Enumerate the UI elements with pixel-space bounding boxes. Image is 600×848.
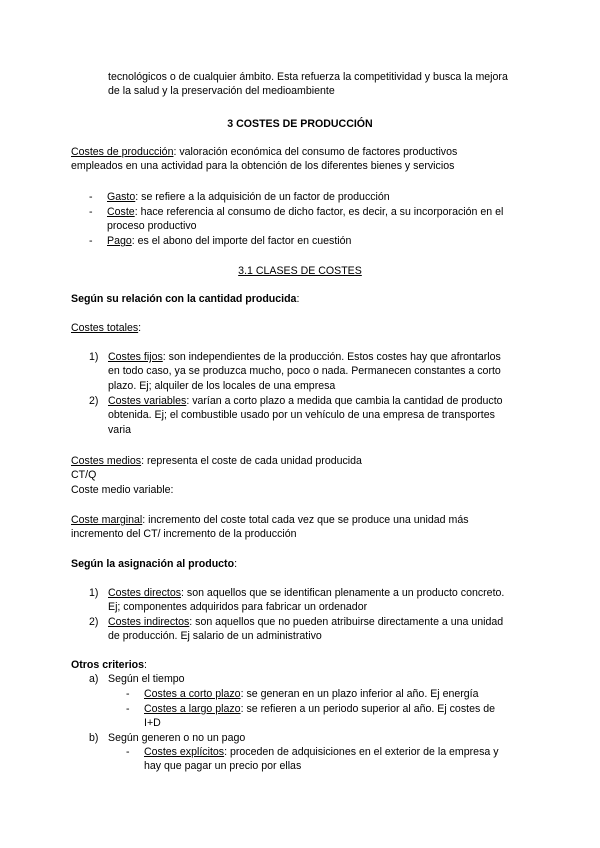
list-number: 1) [89, 351, 99, 363]
asignacion-list [89, 586, 534, 644]
list-item: - Coste: hace referencia al consumo de dicho factor, es decir, a su incorporación en el proceso productivo [89, 206, 504, 233]
dash-bullet: - [126, 688, 130, 700]
criteria-heading: Según su relación con la cantidad producida: [71, 293, 300, 305]
definition-paragraph [71, 145, 457, 174]
list-item: - Costes explícitos: proceden de adquisiciones en el exterior de la empresa y hay que pagar un precio por ellas [126, 746, 499, 773]
list-term: Costes a corto plazo [144, 688, 241, 700]
totals-list [89, 350, 534, 438]
otros-a-list [126, 687, 526, 731]
list-item: 1) Costes fijos: son independientes de la producción. Estos costes hay que afrontarlos en todo caso, ya se produzca mucho, poco o nada. Permanecen constantes a corto plazo. Ej; alquiler de los locales de una empresa [89, 351, 501, 392]
dash-bullet: - [126, 703, 130, 715]
definition-term: Costes de producción [71, 146, 174, 158]
otros-a: a) Según el tiempo [89, 673, 185, 685]
list-term: Pago [107, 235, 132, 247]
list-item: - Costes a largo plazo: se refieren a un periodo superior al año. Ej costes de I+D [126, 703, 495, 730]
list-item: - Pago: es el abono del importe del factor en cuestión [89, 235, 352, 247]
dash-bullet: - [89, 206, 93, 218]
marginal-paragraph: Coste marginal: incremento del coste total cada vez que se produce una unidad más incremento del CT/ incremento de la producción [71, 514, 469, 541]
list-term: Costes indirectos [108, 616, 190, 628]
definition-text: : valoración económica del consumo de factores productivos [173, 146, 458, 158]
list-term: Costes directos [108, 587, 182, 599]
list-letter: b) [89, 732, 99, 744]
list-item: - Costes a corto plazo: se generan en un plazo inferior al año. Ej energía [126, 688, 479, 700]
list-item: - Gasto: se refiere a la adquisición de un factor de producción [89, 191, 390, 203]
list-term: Costes explícitos [144, 746, 225, 758]
intro-paragraph [108, 70, 508, 99]
list-item: 2) Costes indirectos: son aquellos que no pueden atribuirse directamente a una unidad de producción. Ej salario de un administrativo [89, 616, 504, 643]
list-term: Costes a largo plazo [144, 703, 241, 715]
list-term: Gasto [107, 191, 136, 203]
criteria-heading: Otros criterios: [71, 659, 147, 671]
list-number: 1) [89, 587, 99, 599]
list-letter: a) [89, 673, 99, 685]
intro-line: tecnológicos o de cualquier ámbito. Esta refuerza la competitividad y busca la mejora [108, 71, 508, 83]
medios-formula: CT/Q [71, 469, 97, 482]
definition-text: empleados en una actividad para la obtención de los diferentes bienes y servicios [71, 160, 455, 173]
medios-variable: Coste medio variable: [71, 483, 174, 496]
totals-label: Costes totales: [71, 322, 142, 334]
dash-bullet: - [126, 746, 130, 758]
marginal-term: Coste marginal [71, 514, 143, 526]
dash-bullet: - [89, 235, 93, 247]
list-item: 2) Costes variables: varían a corto plazo a medida que cambia la cantidad de producto obtenida. Ej; el combustible usado por un vehículo de una empresa de transportes varia [89, 395, 503, 436]
list-term: Costes variables [108, 395, 187, 407]
section-heading: 3 COSTES DE PRODUCCIÓN [227, 118, 373, 130]
otros-b-list [126, 745, 526, 774]
list-term: Coste [107, 206, 135, 218]
list-item: 1) Costes directos: son aquellos que se identifican plenamente a un producto concreto. Ej; componentes adquiridos para fabricar un ordenador [89, 587, 505, 614]
subsection-heading: 3.1 CLASES DE COSTES [238, 265, 362, 277]
intro-line: de la salud y la preservación del medioambiente [108, 85, 335, 98]
list-term: Costes fijos [108, 351, 163, 363]
otros-b: b) Según generen o no un pago [89, 732, 246, 744]
medios-paragraph: Costes medios: representa el coste de cada unidad producida CT/Q Coste medio variable: [71, 455, 362, 496]
list-number: 2) [89, 395, 99, 407]
dash-bullet: - [89, 191, 93, 203]
list-number: 2) [89, 616, 99, 628]
criteria-heading: Según la asignación al producto: [71, 558, 238, 570]
medios-term: Costes medios [71, 455, 142, 467]
terms-list [89, 190, 529, 249]
